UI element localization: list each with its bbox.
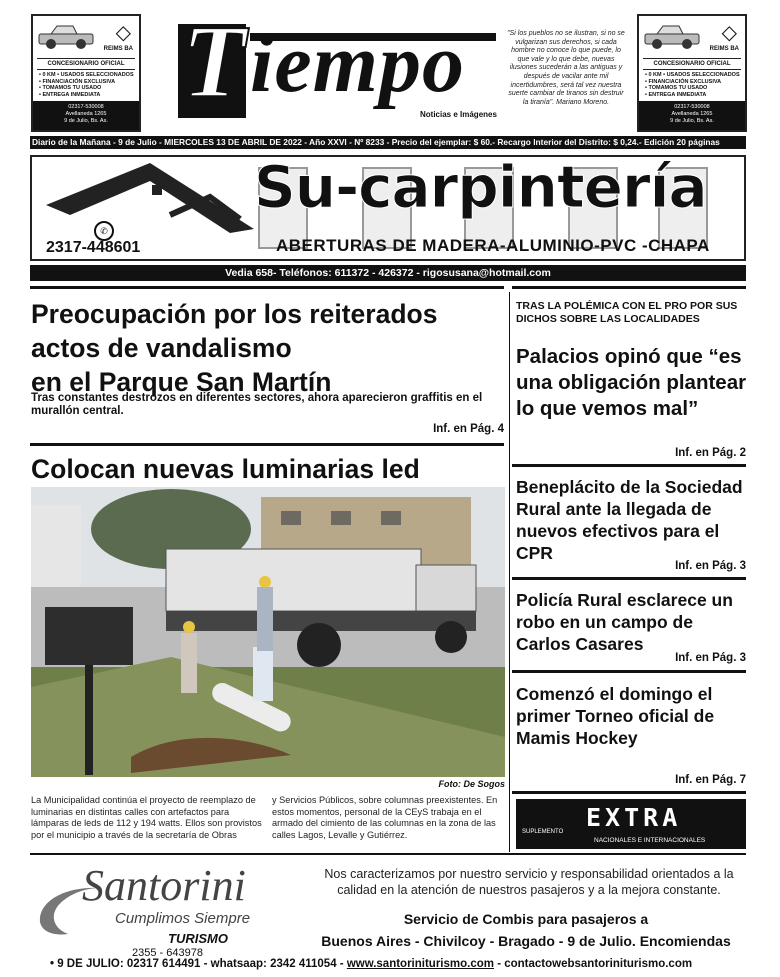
masthead-tagline: Noticias e Imágenes [420, 110, 497, 119]
masthead-title: iempo [250, 17, 465, 110]
santorini-service-line: Servicio de Combis para pasajeros a [403, 911, 649, 927]
santorini-turismo: TURISMO [168, 931, 228, 946]
lead-headline[interactable] [31, 297, 501, 399]
page-ref[interactable]: Inf. en Pág. 7 [675, 774, 746, 786]
list-item: • TOMAMOS TU USADO [645, 85, 708, 91]
dealer-city: 9 de Julio, Bs. As. [64, 118, 108, 124]
story-headline-mamis-hockey[interactable]: Comenzó el domingo el primer Torneo oficial de Mamis Hockey [516, 684, 715, 748]
body-text-left: La Municipalidad continúa el proyecto de reemplazo de luminarias en distintas calles con artefactos para lámparas de leds de 112 y 194 watts. Ellos son provistos por el municipio a través de la secretaría de Obras [31, 795, 262, 840]
list-item: • 0 KM • USADOS SELECCIONADOS [645, 72, 740, 78]
santorini-services [306, 908, 746, 952]
brand-name: REIMS BA [709, 46, 739, 52]
dealer-features [645, 72, 740, 98]
lead-headline-line: en el Parque San Martín [31, 367, 332, 397]
divider [30, 286, 504, 289]
divider [512, 670, 746, 673]
santorini-footer-contact: - contactowebsantoriniturismo.com [494, 958, 693, 970]
santorini-service-line: Buenos Aires - Chivilcoy - Bragado - 9 de Julio. Encomiendas [321, 933, 731, 949]
divider [512, 577, 746, 580]
divider [30, 443, 504, 446]
santorini-slogan: Cumplimos Siempre [115, 910, 251, 927]
dateline: Diario de la Mañana - 9 de Julio - MIERCOLES 13 DE ABRIL DE 2022 - Año XXVI - Nº 8233 - Precio del ejemplar: $ 60.- Recargo Interior del Distrito: $ 0,24.- Edición 20 páginas [30, 136, 746, 149]
extra-sub: NACIONALES E INTERNACIONALES [594, 837, 706, 844]
column-divider [509, 292, 510, 852]
divider [512, 791, 746, 794]
renault-logo-icon: ◇ [721, 20, 737, 44]
lamp-install-photo [31, 487, 505, 777]
dealer-contact [33, 101, 139, 130]
dealer-header: CONCESIONARIO OFICIAL [37, 58, 135, 70]
dealer-header: CONCESIONARIO OFICIAL [643, 58, 741, 70]
extra-sup: SUPLEMENTO [522, 829, 564, 835]
santorini-footer [50, 958, 750, 970]
lead-headline-line: Preocupación por los reiterados [31, 299, 438, 329]
carpinteria-title: Su-carpintería [254, 155, 707, 221]
lead-page-ref[interactable]: Inf. en Pág. 4 [433, 423, 504, 435]
lead-subhead: Tras constantes destrozos en diferentes sectores, ahora aparecieron graffitis en el murallón central. [31, 392, 483, 417]
carpinteria-contact: Vedia 658- Teléfonos: 611372 - 426372 - rigosusana@hotmail.com [30, 265, 746, 281]
list-item: • ENTREGA INMEDIATA [39, 91, 101, 98]
dealer-features [39, 72, 134, 98]
pickup-truck-icon [37, 22, 95, 50]
body-text-right: y Servicios Públicos, sobre columnas preexistentes. En estos momentos, personal de la CEyS trabaja en el armado del cimiento de las columnas en la zona de las calles Lagos, Levalle y Gutiérrez. [272, 795, 498, 840]
photo-credit: Foto: De Sogos [438, 779, 505, 789]
dealer-address: Avellaneda 1265 [65, 111, 107, 117]
brand-name: REIMS BA [103, 46, 133, 52]
story-headline-palacios[interactable]: Palacios opinó que “es una obligación plantear lo que vemos mal” [516, 345, 747, 420]
santorini-footer-phones: • 9 DE JULIO: 02317 614491 - whatsaap: 2342 411054 - [50, 958, 347, 970]
carpinteria-ad[interactable] [30, 155, 746, 261]
santorini-logo: Santorini [82, 861, 246, 910]
santorini-ad[interactable] [30, 858, 746, 977]
whatsapp-icon: ✆ [94, 221, 114, 241]
list-item: • FINANCIACIÓN EXCLUSIVA [645, 78, 722, 85]
dealer-phone: 02317-530008 [68, 104, 104, 110]
masthead-quote: "Si los pueblos no se ilustran, si no se vulgarizan sus derechos, si cada hombre no conoce lo que puede, lo que vale y lo que debe, nuevas ilusiones sucederán a las antiguas y después de vacilar ante mil incertidumbres, será tal vez nuestra suerte cambiar de tiranos sin destruir la tiranía". Mariano Moreno. [507, 30, 625, 106]
santorini-website-link[interactable]: www.santoriniturismo.com [346, 958, 494, 970]
dealer-contact [639, 101, 745, 130]
list-item: • 0 KM • USADOS SELECCIONADOS [39, 72, 134, 78]
second-headline[interactable]: Colocan nuevas luminarias led [31, 454, 420, 484]
dealer-address: Avellaneda 1265 [671, 111, 713, 117]
dealer-city: 9 de Julio, Bs. As. [670, 118, 714, 124]
divider [512, 286, 746, 289]
page-ref[interactable]: Inf. en Pág. 3 [675, 652, 746, 664]
masthead-initial: T [182, 4, 246, 119]
page-ref[interactable]: Inf. en Pág. 3 [675, 560, 746, 572]
side-ad-right[interactable] [637, 14, 747, 132]
list-item: • TOMAMOS TU USADO [39, 85, 102, 91]
carpinteria-phone: 2317-448601 [46, 239, 141, 256]
list-item: • ENTREGA INMEDIATA [645, 91, 707, 98]
dealer-phone: 02317-530008 [674, 104, 710, 110]
pickup-truck-icon [643, 22, 701, 50]
side-ad-left[interactable] [31, 14, 141, 132]
renault-logo-icon: ◇ [115, 20, 131, 44]
extra-supplement-banner[interactable] [516, 799, 746, 849]
story-kicker: TRAS LA POLÉMICA CON EL PRO POR SUS DICHOS SOBRE LAS LOCALIDADES [516, 300, 738, 325]
list-item: • FINANCIACIÓN EXCLUSIVA [39, 78, 116, 85]
santorini-description: Nos caracterizamos por nuestro servicio y responsabilidad orientados a la calidad en la atención de nuestros pasajeros y a la mejora constante. [324, 867, 734, 897]
carpinteria-subtitle: ABERTURAS DE MADERA-ALUMINIO-PVC -CHAPA [276, 236, 710, 255]
santorini-phone: 2355 - 643978 [132, 947, 203, 959]
lead-headline-line: actos de vandalismo [31, 333, 292, 363]
page-ref[interactable]: Inf. en Pág. 2 [675, 447, 746, 459]
story-headline-sociedad-rural[interactable]: Beneplácito de la Sociedad Rural ante la llegada de nuevos efectivos para el CPR [516, 477, 743, 563]
divider [30, 853, 746, 855]
extra-title: EXTRA [586, 803, 682, 832]
story-headline-policia-rural[interactable]: Policía Rural esclarece un robo en un campo de Carlos Casares [516, 590, 733, 654]
divider [512, 464, 746, 467]
house-roof-icon [40, 159, 260, 239]
